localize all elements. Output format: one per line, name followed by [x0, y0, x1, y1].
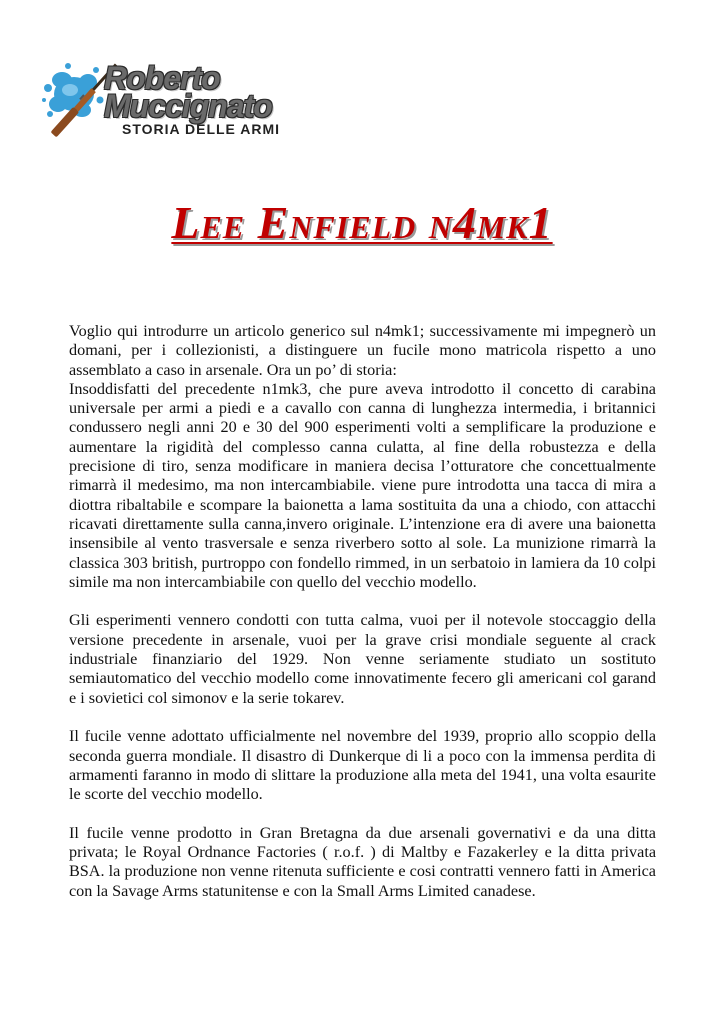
paragraph: Il fucile venne adottato ufficialmente nel novembre del 1939, proprio allo scoppio della seconda guerra mondiale. Il disastro di Dunkerque di li a poco con la immensa perdita di armamenti faranno in modo di slittare la produzione alla meta del 1941, una volta esaurite le scorte del vecchio modello.	[69, 727, 656, 804]
paragraph: Il fucile venne prodotto in Gran Bretagna da due arsenali governativi e da una ditta privata; le Royal Ordnance Factories ( r.o.f. ) di Maltby e Fazakerley e la ditta privata BSA. la produzione non venne ritenuta sufficiente e cosi contratti vennero fatti in America con la Savage Arms statunitense e con la Small Arms Limited canadese.	[69, 823, 656, 900]
site-logo[interactable]	[40, 58, 350, 140]
paragraph: Voglio qui introdurre un articolo generico sul n4mk1; successivamente mi impegnerò un domani, per i collezionisti, a distinguere un fucile mono matricola rispetto a uno assemblato a caso in arsenale. Ora un po’ di storia:	[69, 322, 656, 379]
document-title: Lee Enfield n4mk1	[171, 197, 553, 248]
logo-name-first: Roberto	[104, 60, 220, 96]
paragraph: Gli esperimenti vennero condotti con tutta calma, vuoi per il notevole stoccaggio della versione precedente in arsenale, vuoi per la grave crisi mondiale seguente al crack industriale finanziario del 1929. Non venne seriamente studiato un sostituto semiautomatico del vecchio modello come innovatimente fecero gli americani col garand e i sovietici col simonov e la serie tokarev.	[69, 611, 656, 707]
logo-name-last: Muccignato	[104, 88, 272, 124]
logo-subtitle: STORIA DELLE ARMI	[122, 121, 281, 137]
article-body	[69, 322, 656, 901]
paragraph: Insoddisfatti del precedente n1mk3, che pure aveva introdotto il concetto di carabina universale per armi a piedi e a cavallo con canna di lunghezza intermedia, i britannici condussero negli anni 20 e 30 del 900 esperimenti volti a semplificare la produzione e aumentare la rigidità del complesso canna culatta, al fine della robustezza e della precisione di tiro, senza modificare in maniera decisa l’otturatore che concettualmente rimarrà il medesimo, ma non intercambiabile. viene pure introdotta una tacca di mira a diottra ribaltabile e scompare la baionetta a lama sostituita da una a chiodo, con attacchi ricavati direttamente sulla canna,invero originale. L’intenzione era di avere una baionetta insensibile al vento trasversale e senza riverbero sotto al sole. La munizione rimarrà la classica 303 british, purtroppo con fondello rimmed, in un serbatoio in lamiera da 10 colpi simile ma non intercambiabile con quello del vecchio modello.	[69, 379, 656, 591]
